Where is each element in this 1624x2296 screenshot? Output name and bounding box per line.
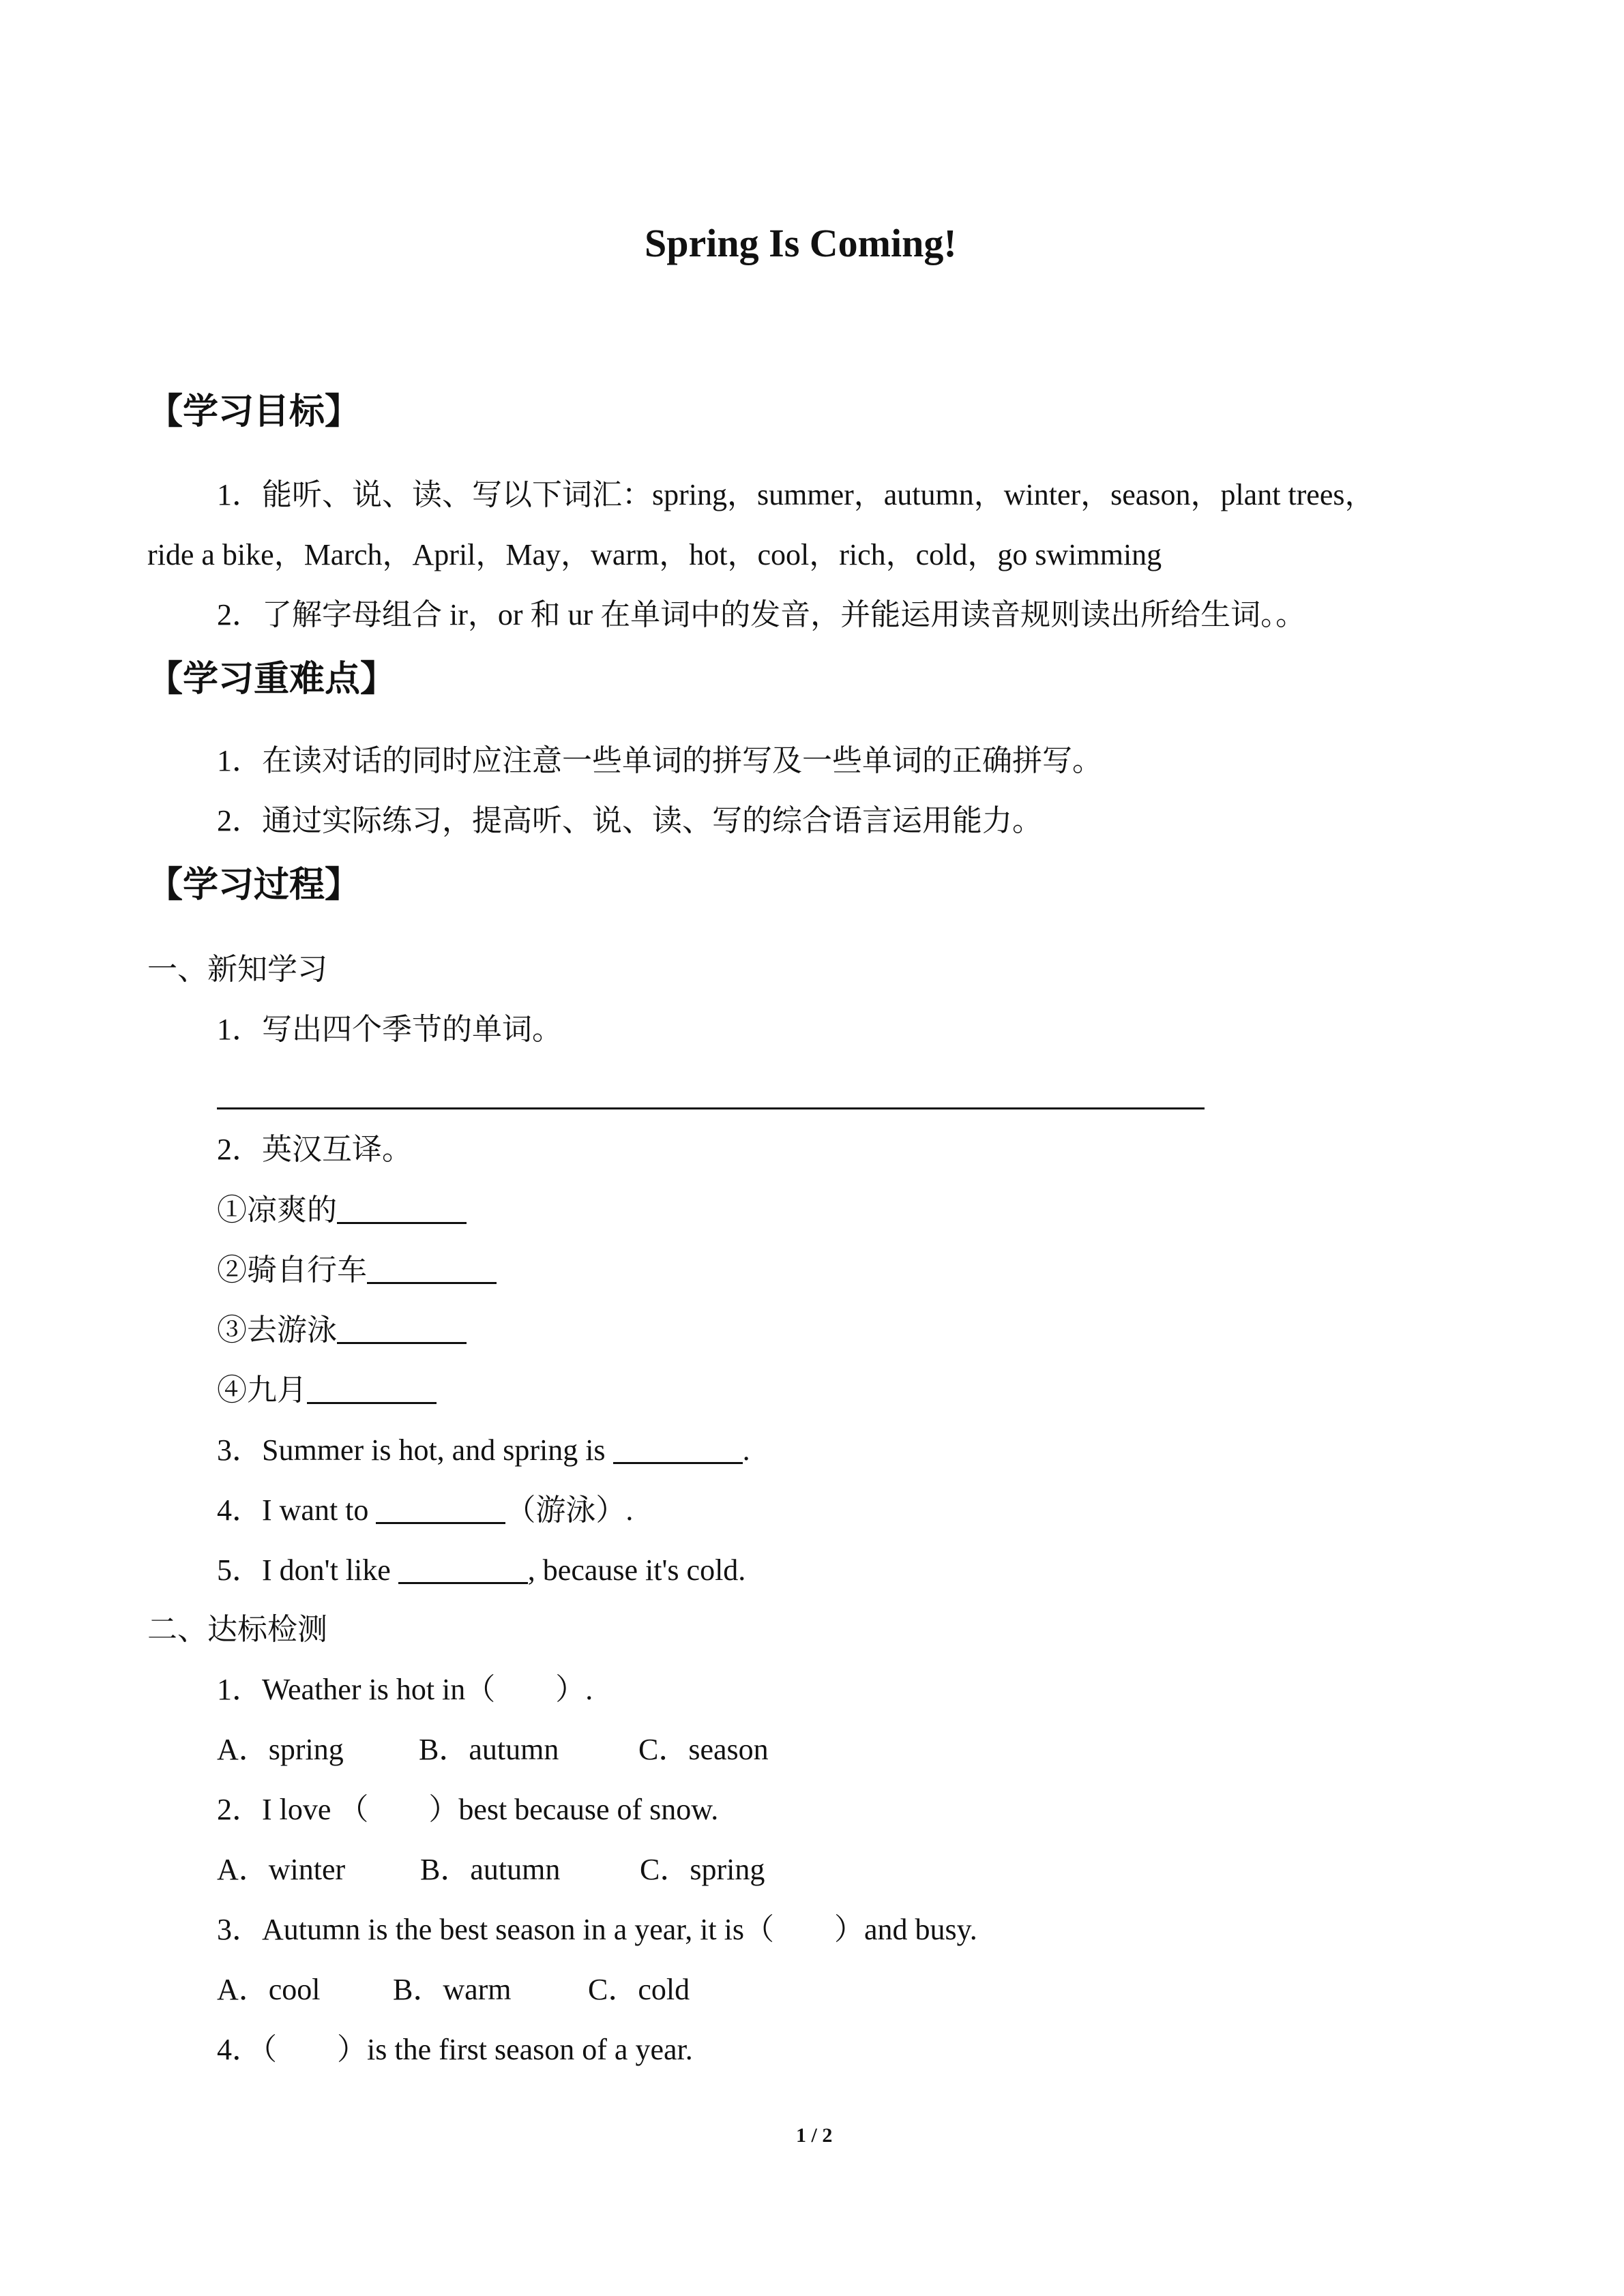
translate-item-1-text: ①凉爽的: [217, 1193, 337, 1227]
translate-item-4: [217, 1375, 437, 1405]
answer-blank[interactable]: [376, 1495, 505, 1524]
mc-question-1-option-c[interactable]: C．season: [638, 1733, 769, 1766]
translate-item-2-text: ②骑自行车: [217, 1253, 367, 1287]
answer-blank[interactable]: [613, 1435, 743, 1464]
question-4: [217, 1495, 633, 1525]
question-3-text: 3．Summer is hot, and spring is: [217, 1433, 613, 1467]
answer-line[interactable]: [217, 1107, 1205, 1109]
section-heading-key-points: 【学习重难点】: [147, 659, 396, 700]
page-title: Spring Is Coming!: [645, 221, 957, 265]
mc-question-1: 1．Weather is hot in（ ）.: [217, 1673, 593, 1706]
mc-question-2-option-c[interactable]: C．spring: [640, 1853, 765, 1886]
question-3: [217, 1435, 750, 1465]
answer-blank[interactable]: [398, 1555, 528, 1584]
goal-item-1-line-1: 1．能听、说、读、写以下词汇：spring，summer，autumn，winter，season，plant trees，: [217, 478, 1375, 511]
mc-question-2-option-b[interactable]: B．autumn: [420, 1853, 561, 1886]
part-heading-new-knowledge: 一、新知学习: [147, 953, 327, 986]
answer-blank[interactable]: [307, 1375, 437, 1404]
question-2-translate: 2．英汉互译。: [217, 1133, 412, 1166]
part-heading-assessment: 二、达标检测: [147, 1613, 327, 1646]
key-point-item-2: 2．通过实际练习，提高听、说、读、写的综合语言运用能力。: [217, 804, 1042, 837]
translate-item-2: [217, 1255, 497, 1285]
question-5-text: 5．I don't like: [217, 1553, 398, 1587]
translate-item-4-text: ④九月: [217, 1373, 307, 1407]
question-5-end: , because it's cold.: [527, 1553, 746, 1587]
question-4-end: （游泳）.: [505, 1493, 634, 1527]
mc-question-1-option-b[interactable]: B．autumn: [419, 1733, 559, 1766]
section-heading-goals: 【学习目标】: [147, 391, 361, 432]
key-point-item-1: 1．在读对话的同时应注意一些单词的拼写及一些单词的正确拼写。: [217, 744, 1102, 777]
mc-question-3-option-c[interactable]: C．cold: [588, 1973, 690, 2006]
question-5: [217, 1555, 745, 1585]
answer-blank[interactable]: [337, 1315, 467, 1344]
mc-question-2: 2．I love （ ）best because of snow.: [217, 1793, 719, 1826]
question-4-text: 4．I want to: [217, 1493, 377, 1527]
mc-question-3-option-b[interactable]: B．warm: [393, 1973, 512, 2006]
answer-blank[interactable]: [367, 1255, 497, 1284]
answer-blank[interactable]: [337, 1195, 467, 1224]
translate-item-3-text: ③去游泳: [217, 1313, 337, 1347]
question-3-end: .: [742, 1433, 750, 1467]
mc-question-1-option-a[interactable]: A．spring: [217, 1733, 344, 1766]
mc-question-2-option-a[interactable]: A．winter: [217, 1853, 346, 1886]
goal-item-2: 2．了解字母组合 ir，or 和 ur 在单词中的发音，并能运用读音规则读出所给生词。。: [217, 598, 1306, 631]
question-1-seasons: 1．写出四个季节的单词。: [217, 1013, 562, 1046]
mc-question-3-option-a[interactable]: A．cool: [217, 1973, 321, 2006]
section-heading-process: 【学习过程】: [147, 865, 361, 906]
mc-question-4: 4．（ ）is the first season of a year.: [217, 2033, 693, 2066]
translate-item-1: [217, 1195, 467, 1225]
translate-item-3: [217, 1315, 467, 1345]
mc-question-3: 3．Autumn is the best season in a year, it is（ ）and busy.: [217, 1913, 977, 1946]
page-number: 1 / 2: [796, 2124, 833, 2147]
goal-item-1-line-2: ride a bike，March，April，May，warm，hot，cool，rich，cold，go swimming: [147, 538, 1162, 571]
